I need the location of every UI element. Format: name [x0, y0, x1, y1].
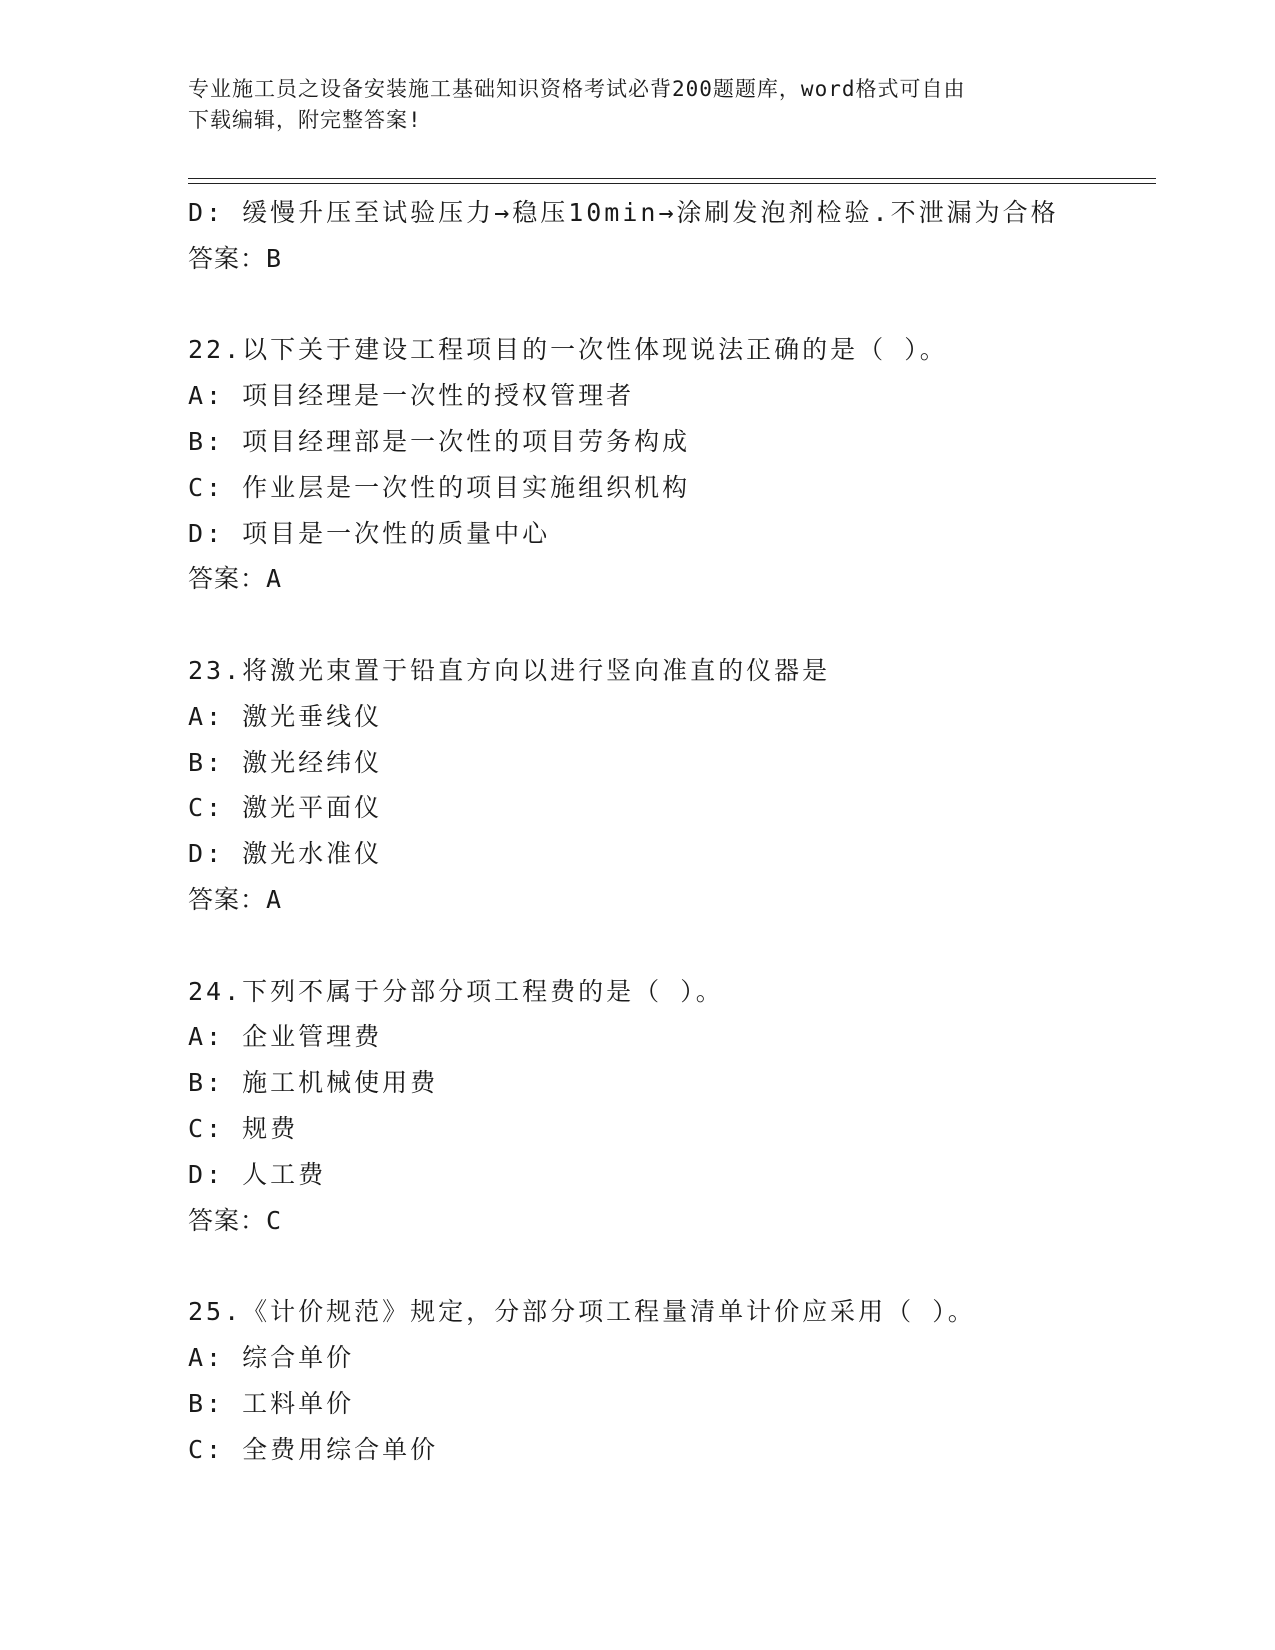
header-line-2: 下载编辑，附完整答案!: [188, 108, 422, 132]
header-divider-bottom: [188, 183, 1156, 184]
option-b: B: 施工机械使用费: [188, 1068, 439, 1098]
question-list: [188, 190, 1156, 1472]
option-a: A: 项目经理是一次性的授权管理者: [188, 381, 635, 411]
carryover-block: [188, 190, 1156, 282]
option-c: C: 规费: [188, 1113, 299, 1143]
option-b: B: 项目经理部是一次性的项目劳务构成: [188, 426, 691, 456]
option-d: D: 项目是一次性的质量中心: [188, 518, 551, 548]
question-25: [188, 1289, 1156, 1472]
answer-line: 答案：C: [188, 1205, 283, 1235]
option-d: D: 激光水准仪: [188, 839, 383, 869]
question-stem: 22.以下关于建设工程项目的一次性体现说法正确的是（ ）。: [188, 335, 948, 365]
option-a: A: 激光垂线仪: [188, 701, 383, 731]
question-23: [188, 648, 1156, 923]
option-c: C: 全费用综合单价: [188, 1434, 439, 1464]
question-24: [188, 969, 1156, 1244]
option-a: A: 企业管理费: [188, 1022, 383, 1052]
document-header: [188, 74, 1088, 136]
option-c: C: 作业层是一次性的项目实施组织机构: [188, 472, 691, 502]
question-stem: 25.《计价规范》规定，分部分项工程量清单计价应采用（ ）。: [188, 1297, 976, 1327]
header-line-1: 专业施工员之设备安装施工基础知识资格考试必背200题题库，word格式可自由: [188, 77, 966, 101]
header-divider-top: [188, 178, 1156, 179]
question-stem: 23.将激光束置于铅直方向以进行竖向准直的仪器是: [188, 655, 831, 685]
option-a: A: 综合单价: [188, 1342, 355, 1372]
option-b: B: 工料单价: [188, 1388, 355, 1418]
option-b: B: 激光经纬仪: [188, 747, 383, 777]
option-d: D: 缓慢升压至试验压力→稳压10min→涂刷发泡剂检验.不泄漏为合格: [188, 198, 1059, 227]
answer-line: 答案：A: [188, 564, 283, 594]
question-22: [188, 327, 1156, 602]
option-d: D: 人工费: [188, 1159, 327, 1189]
question-stem: 24.下列不属于分部分项工程费的是（ ）。: [188, 976, 724, 1006]
option-c: C: 激光平面仪: [188, 793, 383, 823]
answer-line: 答案：A: [188, 884, 283, 914]
answer-line: 答案：B: [188, 243, 283, 273]
